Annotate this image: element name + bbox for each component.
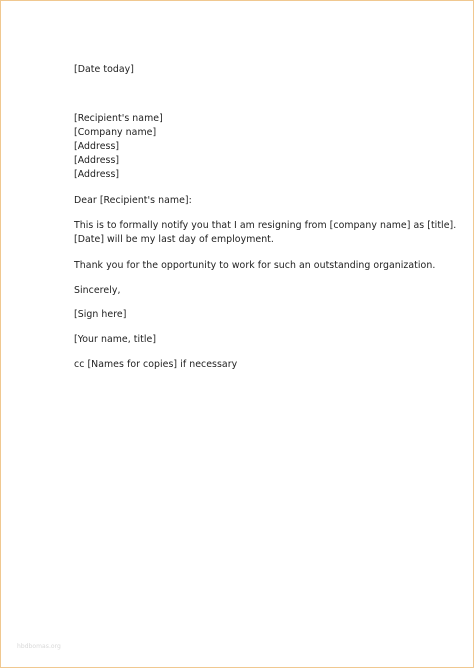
body-line-2: [Date] will be my last day of employment. [74, 234, 274, 245]
watermark: hbdbomas.org [17, 643, 61, 650]
thanks-paragraph: Thank you for the opportunity to work for such an outstanding organization. [74, 260, 436, 271]
name-title: [Your name, title] [74, 334, 157, 345]
closing: Sincerely, [74, 285, 121, 296]
cc-line: cc [Names for copies] if necessary [74, 359, 238, 370]
address-line-1: [Address] [74, 141, 120, 152]
company-name: [Company name] [74, 127, 157, 138]
signature-placeholder: [Sign here] [74, 309, 127, 320]
salutation: Dear [Recipient's name]: [74, 195, 192, 206]
address-line-3: [Address] [74, 169, 120, 180]
date-line: [Date today] [74, 64, 134, 75]
recipient-name: [Recipient's name] [74, 113, 163, 124]
body-line-1: This is to formally notify you that I am resigning from [company name] as [title]. [74, 220, 457, 231]
address-line-2: [Address] [74, 155, 120, 166]
